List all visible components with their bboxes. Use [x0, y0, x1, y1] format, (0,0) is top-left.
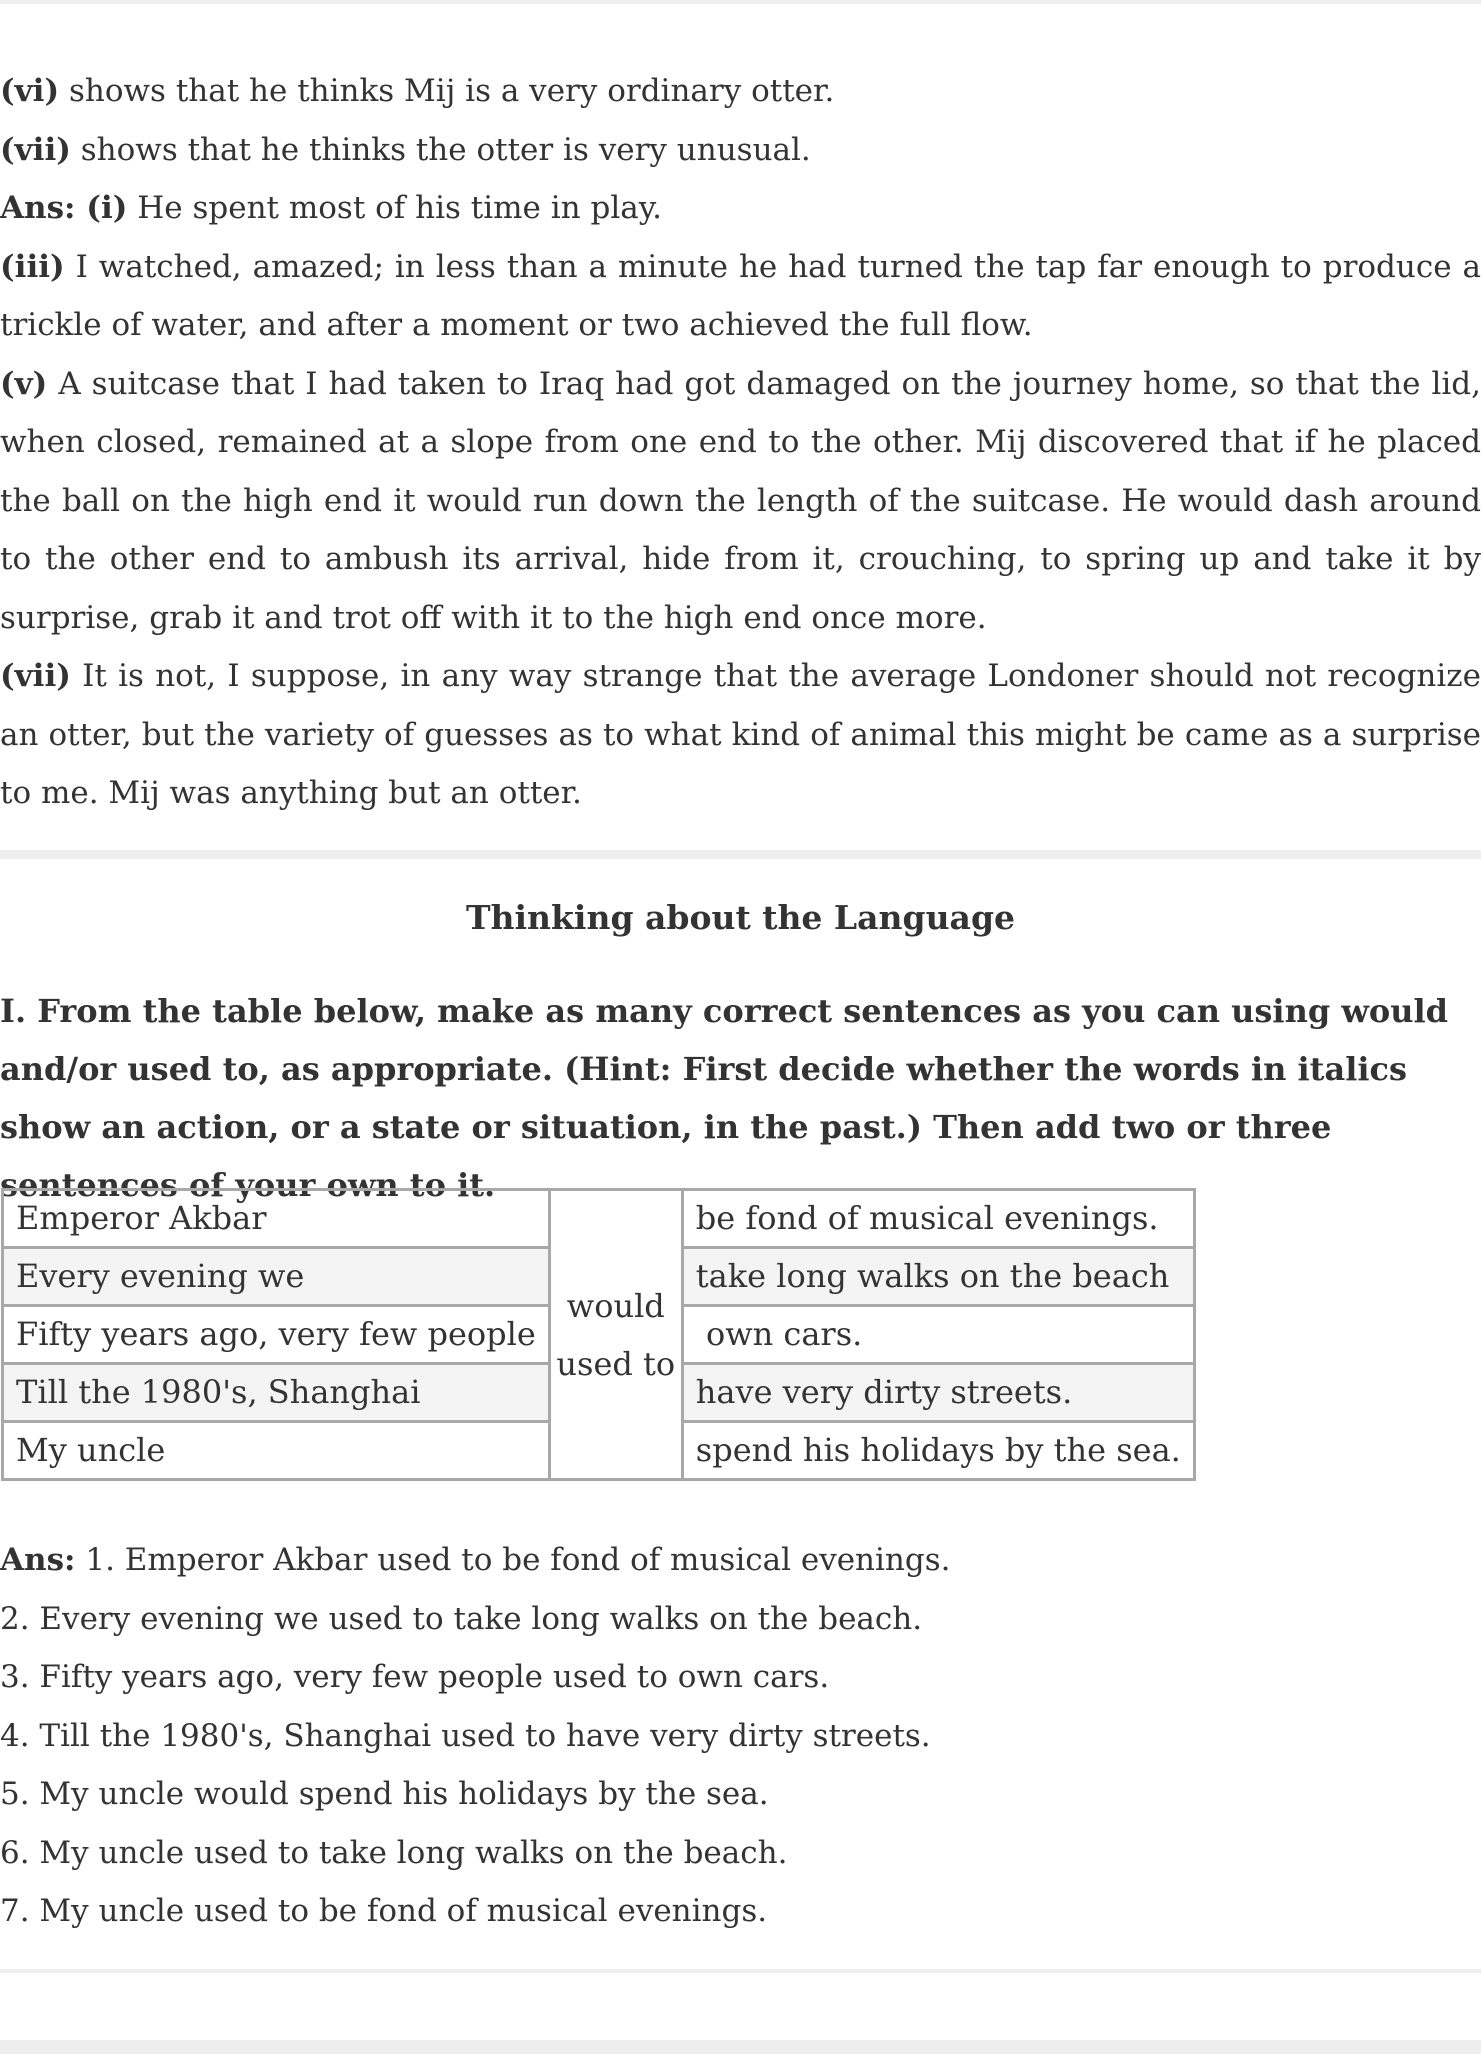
answer-line	[0, 121, 1481, 180]
table-verb-cell	[549, 1190, 682, 1480]
table-row	[3, 1190, 1195, 1248]
question-text: I. From the table below, make as many correct sentences as you can using would and/or used to, as appropriate. (Hint: First decide whether the words in italics show an action, or a state or situation, in the past.) Then add two or three sentences of your own to it.	[0, 992, 1449, 1204]
answer-label: (vi)	[0, 73, 60, 109]
answer-label: (iii)	[0, 248, 65, 285]
answer-label: Ans: (i)	[0, 190, 128, 226]
answer-label: (vii)	[0, 658, 71, 694]
list-item: 7. My uncle used to be fond of musical evenings.	[0, 1893, 768, 1929]
answer-text: It is not, I suppose, in any way strange that the average Londoner should not recognize an otter, but the variety of guesses as to what kind of animal this might be came as a surprise to me. Mij was anything but an otter.	[0, 658, 1481, 811]
answers-block	[0, 62, 1481, 823]
answer-line	[0, 238, 1481, 355]
answer-text: A suitcase that I had taken to Iraq had got damaged on the journey home, so that the lid, when closed, remained at a slope from one end to the other. Mij discovered that if he placed the ball on the high end it would run down the length of the suitcase. He would dash around to the other end to ambush its arrival, hide from it, crouching, to spring up and take it by surprise, grab it and trot off with it to the high end once more.	[0, 365, 1481, 636]
section-divider	[0, 850, 1481, 859]
answers-label: Ans:	[0, 1542, 76, 1578]
table-answers	[0, 1531, 1481, 1941]
answer-sentence: 1. Emperor Akbar used to be fond of musical evenings.	[75, 1542, 951, 1578]
answer-line	[0, 179, 1481, 238]
bottom-divider	[0, 1969, 1481, 1973]
verb-would: would	[566, 1286, 665, 1325]
table-predicate-cell: spend his holidays by the sea.	[682, 1422, 1194, 1480]
list-item	[0, 1531, 1481, 1590]
answer-text: I watched, amazed; in less than a minute he had turned the tap far enough to produce a trickle of water, and after a moment or two achieved the full flow.	[0, 248, 1481, 343]
question-wrap	[0, 982, 1481, 1214]
answer-label: (vii)	[0, 131, 71, 168]
answer-line	[0, 62, 1481, 121]
answer-text: shows that he thinks the otter is very unusual.	[70, 131, 811, 168]
list-item: 4. Till the 1980's, Shanghai used to have very dirty streets.	[0, 1717, 931, 1754]
answer-text: shows that he thinks Mij is a very ordinary otter.	[59, 73, 835, 109]
section-heading-wrap	[0, 889, 1481, 947]
table-subject-cell: Till the 1980's, Shanghai	[3, 1364, 550, 1422]
table-predicate-cell: take long walks on the beach	[682, 1248, 1194, 1306]
answer-label: (v)	[0, 365, 48, 402]
table-subject-cell: Emperor Akbar	[3, 1190, 550, 1248]
list-item: 3. Fifty years ago, very few people used to own cars.	[0, 1659, 830, 1695]
answer-line	[0, 355, 1481, 648]
top-divider	[0, 0, 1481, 4]
table-subject-cell: Every evening we	[3, 1248, 550, 1306]
section-heading: Thinking about the Language	[465, 898, 1016, 937]
list-item: 5. My uncle would spend his holidays by the sea.	[0, 1776, 769, 1812]
verb-used-to: used to	[556, 1344, 676, 1383]
table-predicate-cell: own cars.	[682, 1306, 1194, 1364]
table-subject-cell: Fifty years ago, very few people	[3, 1306, 550, 1364]
table-predicate-cell: be fond of musical evenings.	[682, 1190, 1194, 1248]
table-subject-cell: My uncle	[3, 1422, 550, 1480]
list-item: 2. Every evening we used to take long walks on the beach.	[0, 1600, 923, 1637]
bottom-band	[0, 2040, 1481, 2054]
sentence-table	[1, 1188, 1196, 1481]
list-item: 6. My uncle used to take long walks on the beach.	[0, 1834, 788, 1871]
table-predicate-cell: have very dirty streets.	[682, 1364, 1194, 1422]
answer-text: He spent most of his time in play.	[127, 190, 662, 226]
answer-line	[0, 647, 1481, 823]
